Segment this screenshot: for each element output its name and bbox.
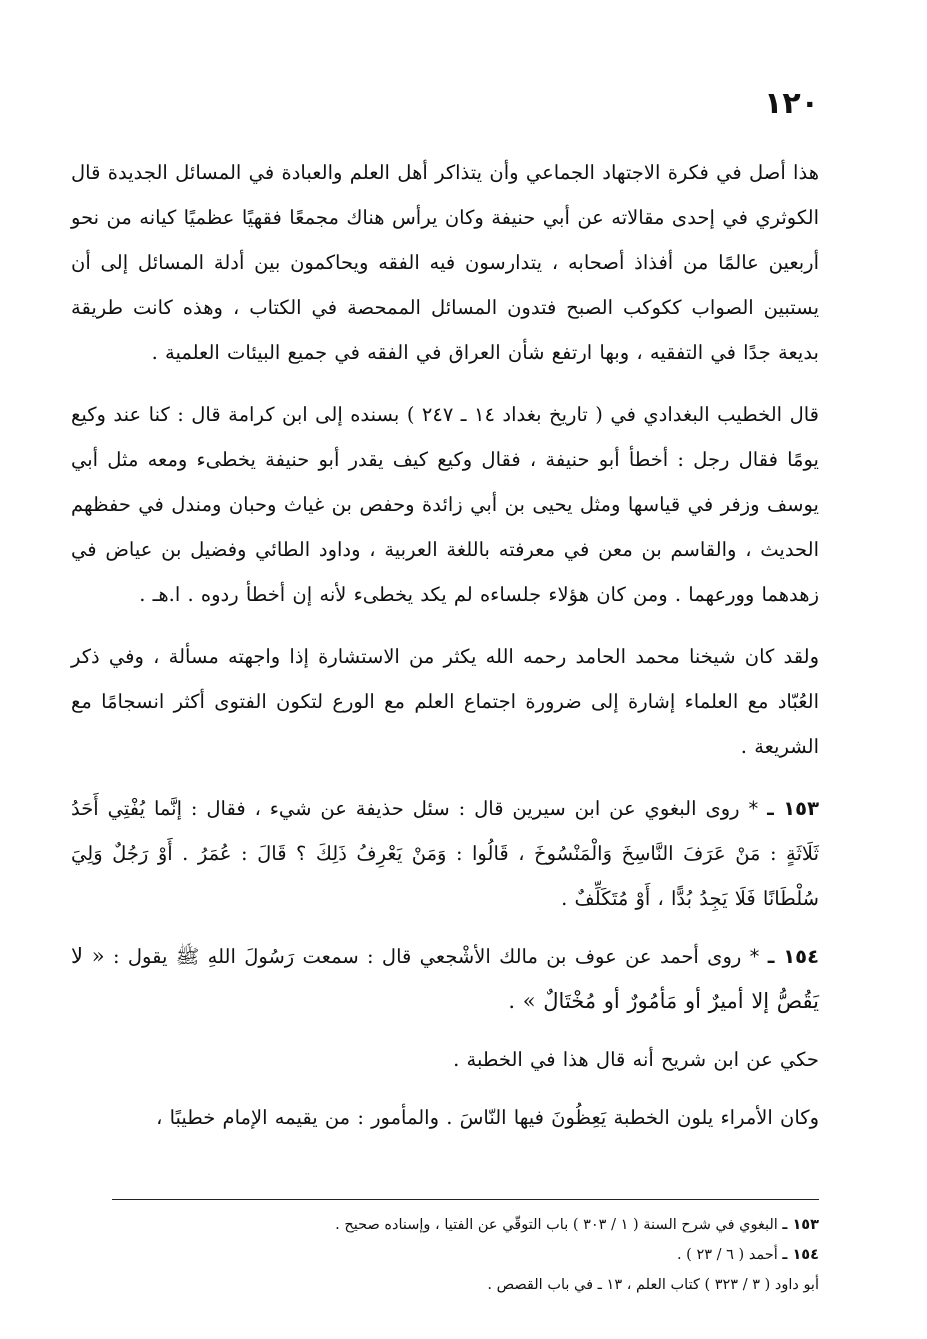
paragraph-umara-khutba: وكان الأمراء يلون الخطبة يَعِظُونَ فيها النّاسَ . والمأمور : من يقيمه الإمام خطيبًا ، — [156, 1106, 819, 1129]
paragraph-collective-ijtihad: هذا أصل في فكرة الاجتهاد الجماعي وأن يتذاكر أهل العلم والعبادة في المسائل الجديدة قال الكوثري في إحدى مقالاته عن أبي حنيفة وكان يرأس هناك مجمعًا فقهيًا عظميًا كيانه من نحو أربعين عالمًا من أفذاذ أصحابه ، يتدارسون فيه الفقه ويحاكمون بين أدلة المسائل إلى أن يستبين الصواب ككوكب الصبح فتدون المسائل الممحصة في الكتاب ، وهذه كانت طريقة بديعة جدًا في التفقيه ، وبها ارتفع شأن العراق في الفقه في جميع البيئات العلمية . — [71, 161, 819, 364]
footnote-154-number: ١٥٤ ـ — [782, 1247, 819, 1263]
footnotes — [112, 1210, 819, 1300]
paragraph-ibn-shurayh: حكي عن ابن شريح أنه قال هذا في الخطبة . — [453, 1048, 819, 1071]
hadith-153-star: * — [748, 797, 759, 820]
page-number: ١٢٠ — [764, 86, 819, 121]
hadith-153-text: روى البغوي عن ابن سيرين قال : سئل حذيفة عن شيء ، فقال : إنَّما يُفْتِي أَحَدُ ثَلَاثَةٍ : مَنْ عَرَفَ النَّاسِخَ وَالْمَنْسُوخَ ، قَالُوا : وَمَنْ يَعْرِفُ ذَلِكَ ؟ قَالَ : عُمَرُ . أَوْ رَجُلٌ وَلِيَ سُلْطَانًا فَلَا يَجِدُ بُدًّا ، أَوْ مُتَكَلِّفٌ . — [71, 797, 819, 910]
footnote-154 — [112, 1240, 819, 1270]
footnote-153-text: البغوي في شرح السنة ( ١ / ٣٠٣ ) باب التوقّي عن الفتيا ، وإسناده صحيح . — [335, 1217, 778, 1233]
hadith-153-number: ١٥٣ ـ — [767, 797, 819, 820]
paragraph-khatib-report: قال الخطيب البغدادي في ( تاريخ بغداد ١٤ ـ ٢٤٧ ) بسنده إلى ابن كرامة قال : كنا عند وكيع يومًا فقال رجل : أخطأ أبو حنيفة ، فقال وكيع كيف يقدر أبو حنيفة يخطىء ومعه مثل أبي يوسف وزفر في قياسها ومثل يحيى بن أبي زائدة وحفص بن غياث وحبان ومندل في حفظهم الحديث ، والقاسم بن معن في معرفته باللغة العربية ، وداود الطائي وفضيل بن عياض في زهدهما وورعهما . ومن كان هؤلاء جلساءه لم يكد يخطىء لأنه إن أخطأ ردوه . ا.هـ . — [71, 403, 819, 606]
footnote-abu-dawud — [112, 1270, 819, 1300]
paragraph-shaykh-hamid: ولقد كان شيخنا محمد الحامد رحمه الله يكثر من الاستشارة إذا واجهته مسألة ، وفي ذكر العُبّاد مع العلماء إشارة إلى ضرورة اجتماع العلم مع الورع لتكون الفتوى أكثر انسجامًا مع الشريعة . — [71, 645, 819, 758]
hadith-154-quote: « لا يَقُصُّ إلا أميرٌ أو مَأمُورٌ أو مُخْتَالٌ » . — [71, 944, 819, 1013]
hadith-154-text: روى أحمد عن عوف بن مالك الأشْجعي قال : سمعت رَسُولَ اللهِ ﷺ يقول : — [112, 945, 742, 968]
hadith-154-star: * — [749, 945, 760, 968]
hadith-154 — [71, 934, 819, 1024]
footnote-153 — [112, 1210, 819, 1240]
hadith-153 — [71, 786, 819, 921]
footnote-divider — [112, 1199, 819, 1200]
hadith-154-number: ١٥٤ ـ — [767, 945, 819, 968]
footnote-154-text: أحمد ( ٦ / ٢٣ ) . — [676, 1247, 778, 1263]
footnote-abu-dawud-text: أبو داود ( ٣ / ٣٢٣ ) كتاب العلم ، ١٣ ـ في باب القصص . — [487, 1277, 819, 1293]
footnote-153-number: ١٥٣ ـ — [782, 1217, 819, 1233]
main-text — [71, 150, 819, 1140]
